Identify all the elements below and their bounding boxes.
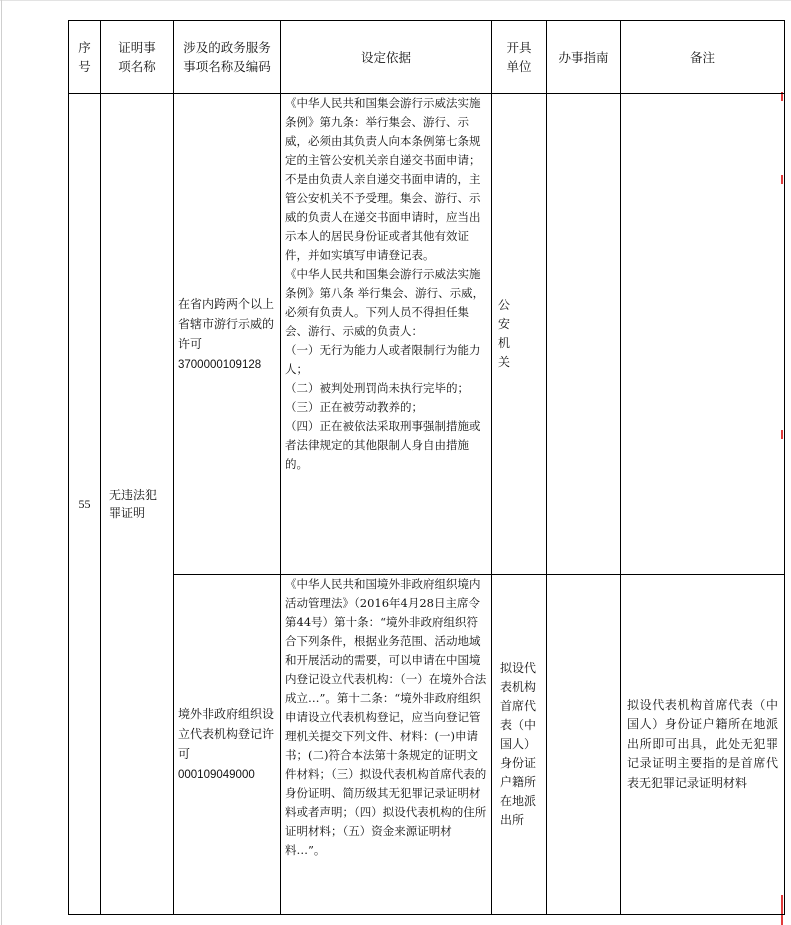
service-item: [174, 575, 281, 915]
page-top-edge: [0, 0, 791, 1]
header-item: 涉及的政务服务事项名称及编码: [174, 21, 281, 94]
basis-paragraph: （四）正在被依法采取刑事强制措施或者法律规定的其他限制人身自由措施的。: [285, 419, 481, 471]
header-guide: 办事指南: [547, 21, 621, 94]
header-note: 备注: [621, 21, 785, 94]
header-unit: 开具单位: [492, 21, 547, 94]
header-name: 证明事项名称: [101, 21, 174, 94]
page-left-edge: [1, 0, 2, 925]
basis-paragraph: 《中华人民共和国集会游行示威法实施条例》第九条：举行集会、游行、示威，必须由其负责人向本条例第七条规定的主管公安机关亲自递交书面申请；不是由负责人亲自递交书面申请的，主管公安机关不予受理。集会、游行、示威的负责人在递交书面申请时，应当出示本人的居民身份证或者其他有效证件，并如实填写申请登记表。: [285, 96, 481, 262]
service-item-name: 境外非政府组织设立代表机构登记许可: [178, 707, 275, 761]
row-number: 55: [69, 94, 101, 915]
header-row: [69, 21, 785, 94]
table-row: [69, 94, 785, 575]
issuing-unit: 拟设代表机构首席代表（中国人）身份证户籍所在地派出所: [492, 575, 547, 915]
basis-paragraph: （三）正在被劳动教养的；: [285, 400, 423, 414]
header-no: 序号: [69, 21, 101, 94]
issuing-unit: 公安机关: [492, 94, 547, 575]
legal-basis: [281, 94, 492, 575]
table-row: [69, 575, 785, 915]
certificate-name: 无违法犯罪证明: [101, 94, 174, 915]
remark: [621, 94, 785, 575]
header-basis: 设定依据: [281, 21, 492, 94]
legal-basis: [281, 575, 492, 915]
certificate-table: [68, 20, 785, 915]
service-item-code: 3700000109128: [178, 358, 262, 371]
service-guide: [547, 94, 621, 575]
service-item: [174, 94, 281, 575]
basis-paragraph: （一）无行为能力人或者限制行为能力人；: [285, 343, 481, 376]
service-item-name: 在省内跨两个以上省辖市游行示威的许可: [178, 296, 275, 351]
basis-paragraph: 《中华人民共和国集会游行示威法实施条例》第八条 举行集会、游行、示威，必须有负责人。下列人员不得担任集会、游行、示威的负责人：: [285, 267, 485, 338]
service-item-code: 000109049000: [178, 769, 255, 781]
remark: 拟设代表机构首席代表（中国人）身份证户籍所在地派出所即可出具，此处无犯罪记录证明主要指的是首席代表无犯罪记录证明材料: [621, 575, 785, 915]
basis-paragraph: 《中华人民共和国境外非政府组织境内活动管理法》（2016年4月28日主席令第44号）第十条：“境外非政府组织符合下列条件，根据业务范围、活动地域和开展活动的需要，可以申请在中国境内登记设立代表机构：（一）在境外合法成立…”。第十二条：“境外非政府组织申请设立代表机构登记，应当向登记管理机关提交下列文件、材料：(一)申请书；(二)符合本法第十条规定的证明文件材料；（三）拟设代表机构首席代表的身份证明、简历级其无犯罪记录证明材料或者声明；（四）拟设代表机构的住所证明材料；（五）资金来源证明材料…”。: [285, 577, 487, 857]
service-guide: [547, 575, 621, 915]
basis-paragraph: （二）被判处刑罚尚未执行完毕的；: [285, 381, 469, 395]
